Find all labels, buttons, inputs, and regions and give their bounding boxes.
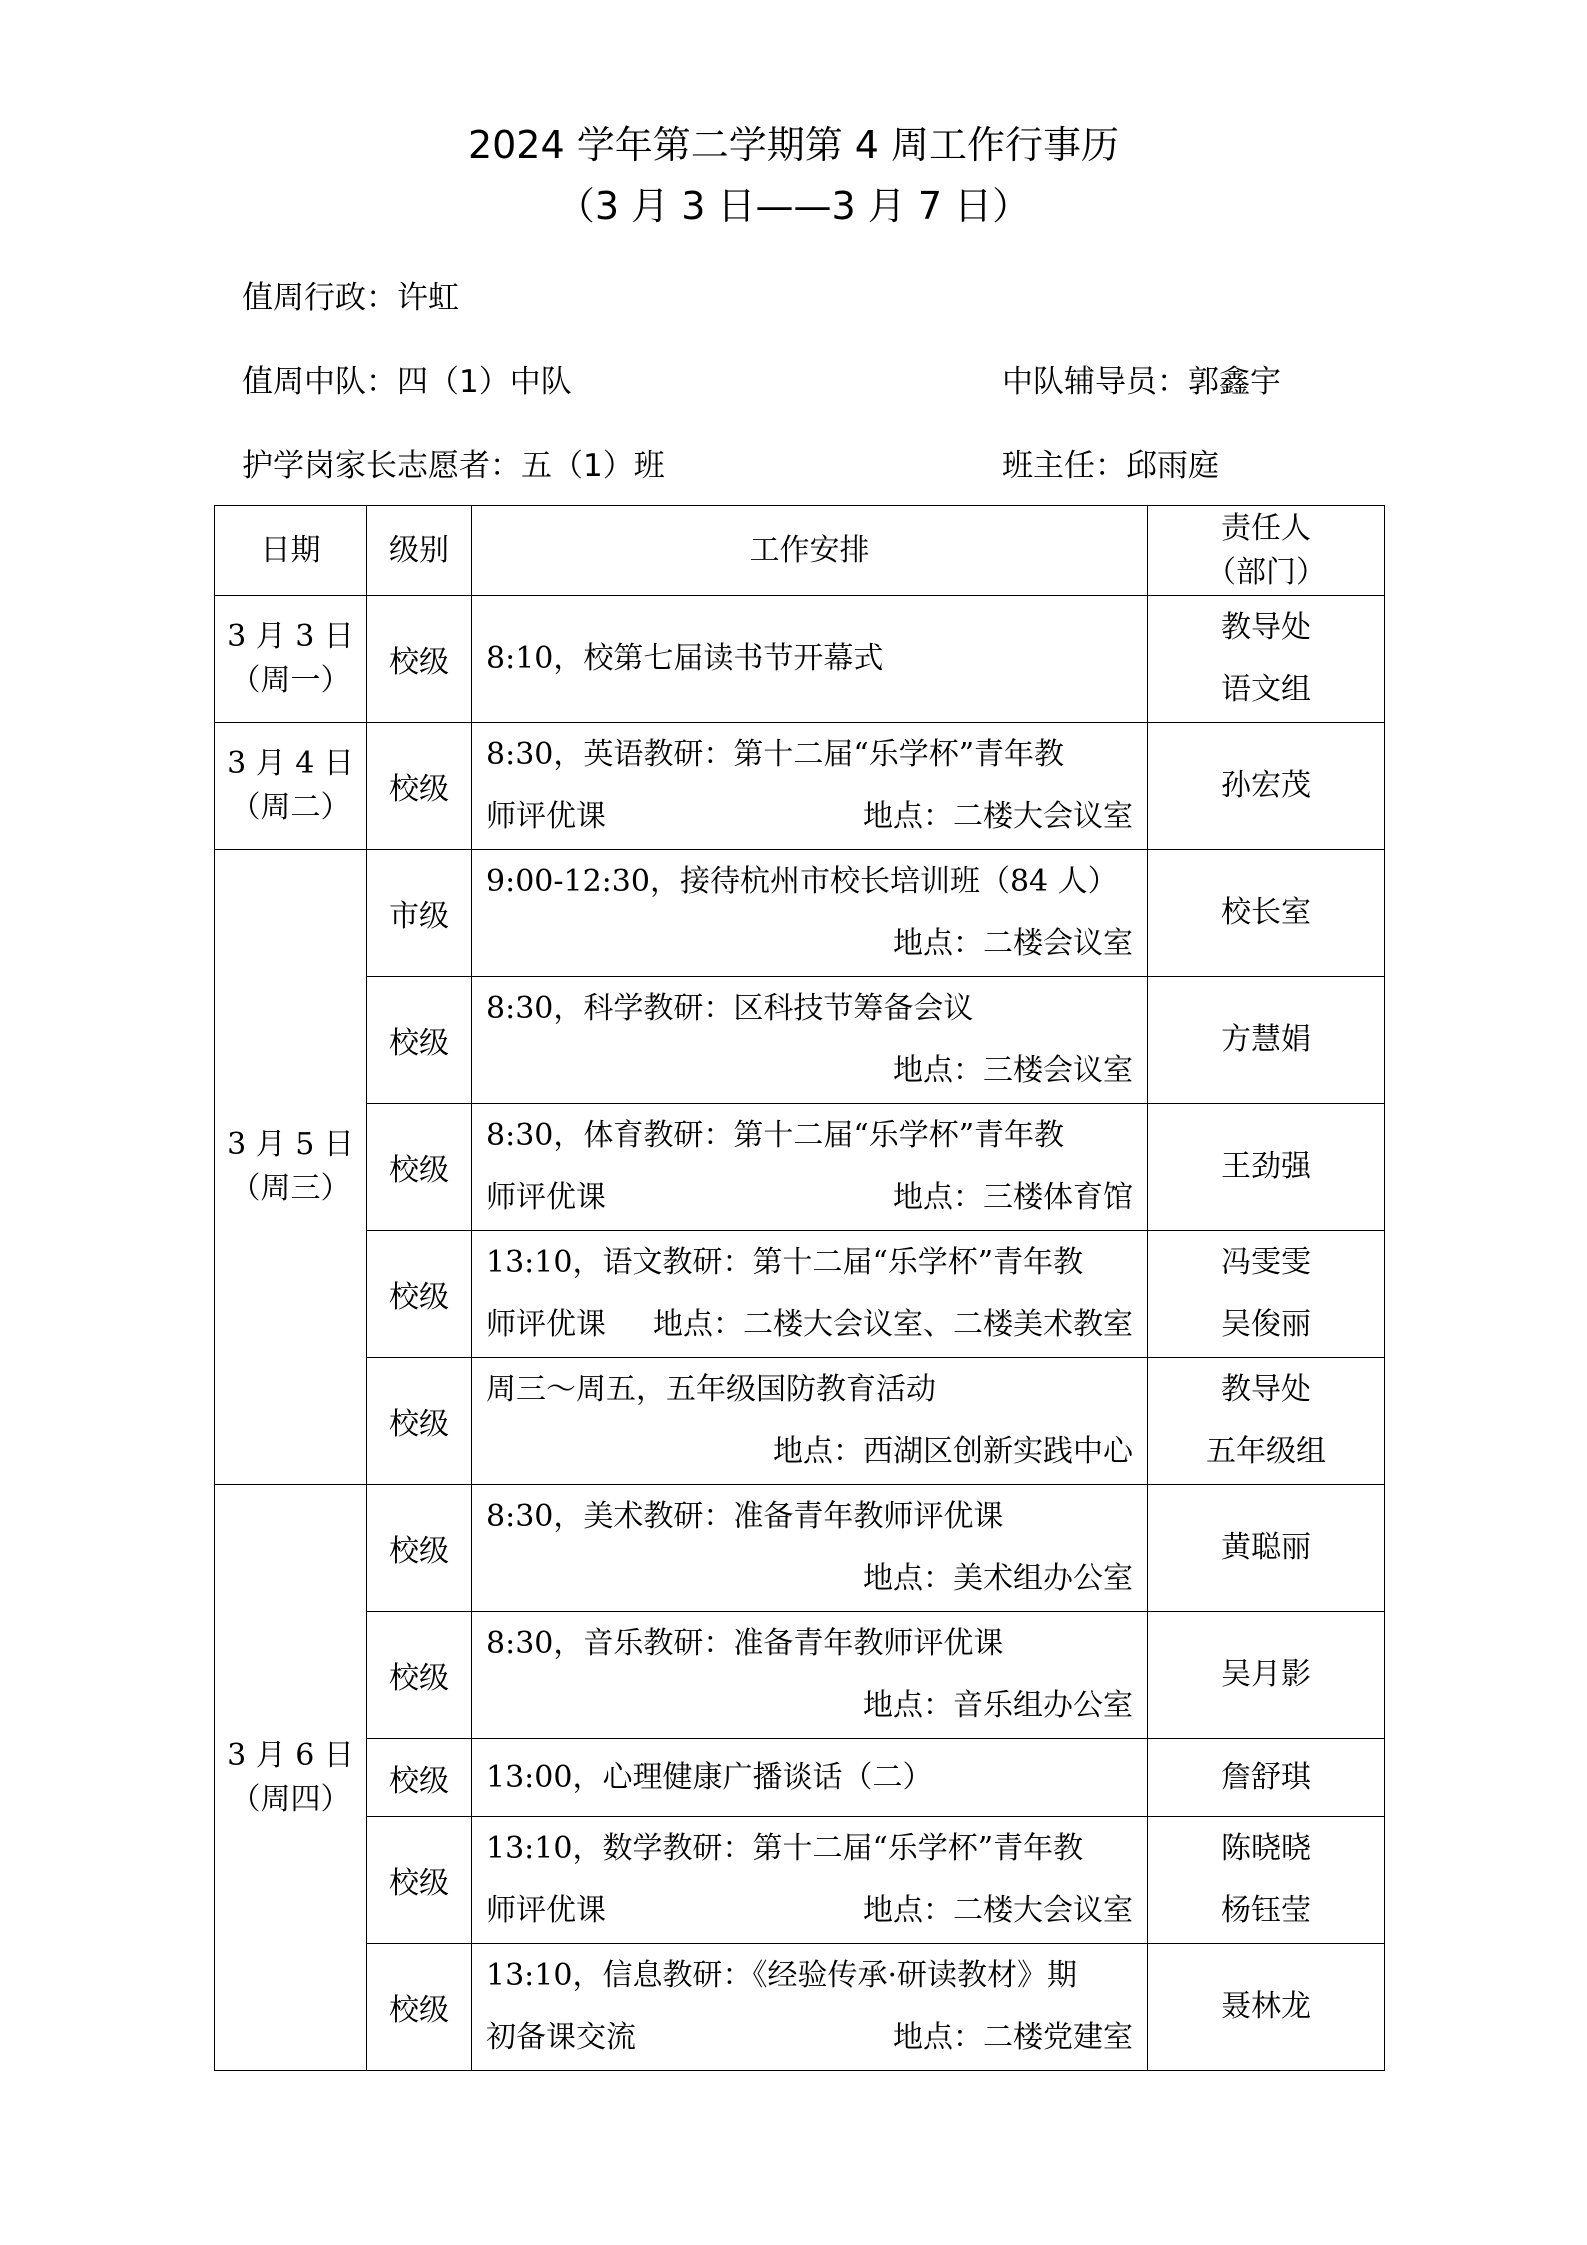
level-cell: 校级: [367, 1612, 472, 1739]
level-cell: 校级: [367, 1739, 472, 1817]
responsible-cell: [1148, 977, 1385, 1104]
responsible-cell: [1148, 850, 1385, 977]
responsible-person: 王劲强: [1221, 1149, 1311, 1184]
date-label: 3 月 4 日: [227, 746, 354, 781]
table-row: [215, 1944, 1385, 2071]
work-description-cont: 师评优课: [486, 1893, 606, 1928]
table-row: [215, 1358, 1385, 1485]
date-label: 3 月 6 日: [227, 1737, 354, 1773]
table-row: [215, 1739, 1385, 1817]
work-location: 地点：二楼大会议室、二楼美术教室: [653, 1307, 1133, 1342]
work-cell: [472, 1104, 1148, 1231]
header-responsible-line1: 责任人: [1221, 510, 1311, 546]
work-location: 地点：西湖区创新实践中心: [773, 1434, 1133, 1469]
duty-admin: 值周行政：许虹: [242, 280, 459, 316]
table-row: [215, 723, 1385, 850]
work-cell: [472, 723, 1148, 850]
duty-squad: 值周中队：四（1）中队: [242, 364, 572, 400]
responsible-person: 陈晓晓: [1221, 1831, 1311, 1866]
work-location: 地点：二楼大会议室: [863, 799, 1133, 834]
work-cell: [472, 1231, 1148, 1358]
work-location: 地点：二楼党建室: [893, 2020, 1133, 2055]
responsible-person: 孙宏茂: [1221, 768, 1311, 803]
work-cell: [472, 1485, 1148, 1612]
responsible-cell: [1148, 1944, 1385, 2071]
work-location: 地点：三楼会议室: [893, 1053, 1133, 1088]
responsible-person: 方慧娟: [1221, 1022, 1311, 1057]
table-row: [215, 977, 1385, 1104]
class-teacher: 班主任：邱雨庭: [1002, 448, 1219, 484]
weekday-label: （周二）: [230, 790, 351, 825]
table-row: [215, 596, 1385, 723]
level-cell: 校级: [367, 1944, 472, 2071]
work-cell: [472, 850, 1148, 977]
work-description: 8:10，校第七届读书节开幕式: [486, 641, 884, 676]
table-row: [215, 1817, 1385, 1944]
work-description: 8:30，英语教研：第十二届“乐学杯”青年教: [486, 737, 1065, 772]
responsible-person: 詹舒琪: [1221, 1759, 1311, 1795]
responsible-person: 杨钰莹: [1221, 1893, 1311, 1928]
work-description: 13:10，数学教研：第十二届“乐学杯”青年教: [486, 1831, 1084, 1866]
level-cell: 校级: [367, 1817, 472, 1944]
work-description: 8:30，体育教研：第十二届“乐学杯”青年教: [486, 1118, 1065, 1153]
work-location: 地点：三楼体育馆: [893, 1180, 1133, 1215]
work-description: 8:30，科学教研：区科技节筹备会议: [486, 991, 974, 1026]
responsible-cell: [1148, 1739, 1385, 1817]
date-label: 3 月 3 日: [227, 619, 354, 654]
weekday-label: （周四）: [230, 1781, 351, 1817]
responsible-cell: [1148, 1358, 1385, 1485]
page-title: 2024 学年第二学期第 4 周工作行事历: [467, 123, 1120, 167]
responsible-cell: [1148, 1104, 1385, 1231]
weekday-label: （周一）: [230, 663, 351, 698]
table-row: [215, 1485, 1385, 1612]
header-responsible: [1148, 506, 1385, 596]
weekly-calendar-table: [214, 505, 1385, 2071]
date-cell: [215, 850, 367, 1485]
work-description: 8:30，美术教研：准备青年教师评优课: [486, 1499, 1004, 1534]
responsible-person: 教导处: [1221, 610, 1311, 645]
work-location: 地点：二楼会议室: [893, 926, 1133, 961]
level-cell: 校级: [367, 977, 472, 1104]
table-header-row: [215, 506, 1385, 596]
header-work: 工作安排: [472, 506, 1148, 596]
responsible-person: 黄聪丽: [1221, 1530, 1311, 1565]
work-cell: [472, 977, 1148, 1104]
work-description: 周三～周五，五年级国防教育活动: [486, 1372, 936, 1407]
responsible-person: 语文组: [1221, 672, 1311, 707]
responsible-cell: [1148, 723, 1385, 850]
responsible-person: 校长室: [1221, 895, 1311, 930]
work-description: 9:00-12:30，接待杭州市校长培训班（84 人）: [486, 864, 1118, 899]
table-row: [215, 850, 1385, 977]
header-level: 级别: [367, 506, 472, 596]
work-location: 地点：二楼大会议室: [863, 1893, 1133, 1928]
page-subtitle-date-range: （3 月 3 日——3 月 7 日）: [556, 184, 1031, 228]
date-cell: [215, 723, 367, 850]
responsible-person: 冯雯雯: [1221, 1245, 1311, 1280]
responsible-cell: [1148, 1231, 1385, 1358]
header-date: 日期: [215, 506, 367, 596]
work-cell: [472, 1739, 1148, 1817]
responsible-person: 五年级组: [1206, 1434, 1326, 1469]
level-cell: 校级: [367, 1104, 472, 1231]
work-description: 13:10，信息教研：《经验传承·研读教材》期: [486, 1958, 1077, 1993]
responsible-person: 吴俊丽: [1221, 1307, 1311, 1342]
level-cell: 市级: [367, 850, 472, 977]
responsible-person: 聂林龙: [1221, 1989, 1311, 2024]
date-cell: [215, 1485, 367, 2071]
date-label: 3 月 5 日: [227, 1127, 354, 1162]
work-location: 地点：美术组办公室: [863, 1561, 1133, 1596]
squad-counselor: 中队辅导员：郭鑫宇: [1002, 364, 1281, 400]
table-body: [215, 596, 1385, 2071]
level-cell: 校级: [367, 1485, 472, 1612]
responsible-person: 教导处: [1221, 1372, 1311, 1407]
level-cell: 校级: [367, 723, 472, 850]
work-description-cont: 师评优课: [486, 799, 606, 834]
work-location: 地点：音乐组办公室: [863, 1688, 1133, 1723]
level-cell: 校级: [367, 1358, 472, 1485]
responsible-cell: [1148, 596, 1385, 723]
work-cell: [472, 1612, 1148, 1739]
level-cell: 校级: [367, 1231, 472, 1358]
work-cell: [472, 1817, 1148, 1944]
header-responsible-line2: （部门）: [1206, 554, 1326, 590]
weekday-label: （周三）: [230, 1171, 351, 1206]
level-cell: 校级: [367, 596, 472, 723]
table-row: [215, 1612, 1385, 1739]
responsible-cell: [1148, 1612, 1385, 1739]
work-description-cont: 师评优课: [486, 1180, 606, 1215]
date-cell: [215, 596, 367, 723]
work-description-cont: 师评优课: [486, 1307, 606, 1342]
work-cell: [472, 1358, 1148, 1485]
work-description: 8:30，音乐教研：准备青年教师评优课: [486, 1626, 1004, 1661]
table-row: [215, 1104, 1385, 1231]
table-row: [215, 1231, 1385, 1358]
responsible-cell: [1148, 1485, 1385, 1612]
responsible-person: 吴月影: [1221, 1657, 1311, 1692]
work-description-cont: 初备课交流: [486, 2020, 636, 2055]
work-description: 13:00，心理健康广播谈话（二）: [486, 1759, 933, 1795]
work-description: 13:10，语文教研：第十二届“乐学杯”青年教: [486, 1245, 1084, 1280]
parent-volunteers: 护学岗家长志愿者：五（1）班: [242, 448, 665, 484]
work-cell: [472, 1944, 1148, 2071]
work-cell: [472, 596, 1148, 723]
responsible-cell: [1148, 1817, 1385, 1944]
